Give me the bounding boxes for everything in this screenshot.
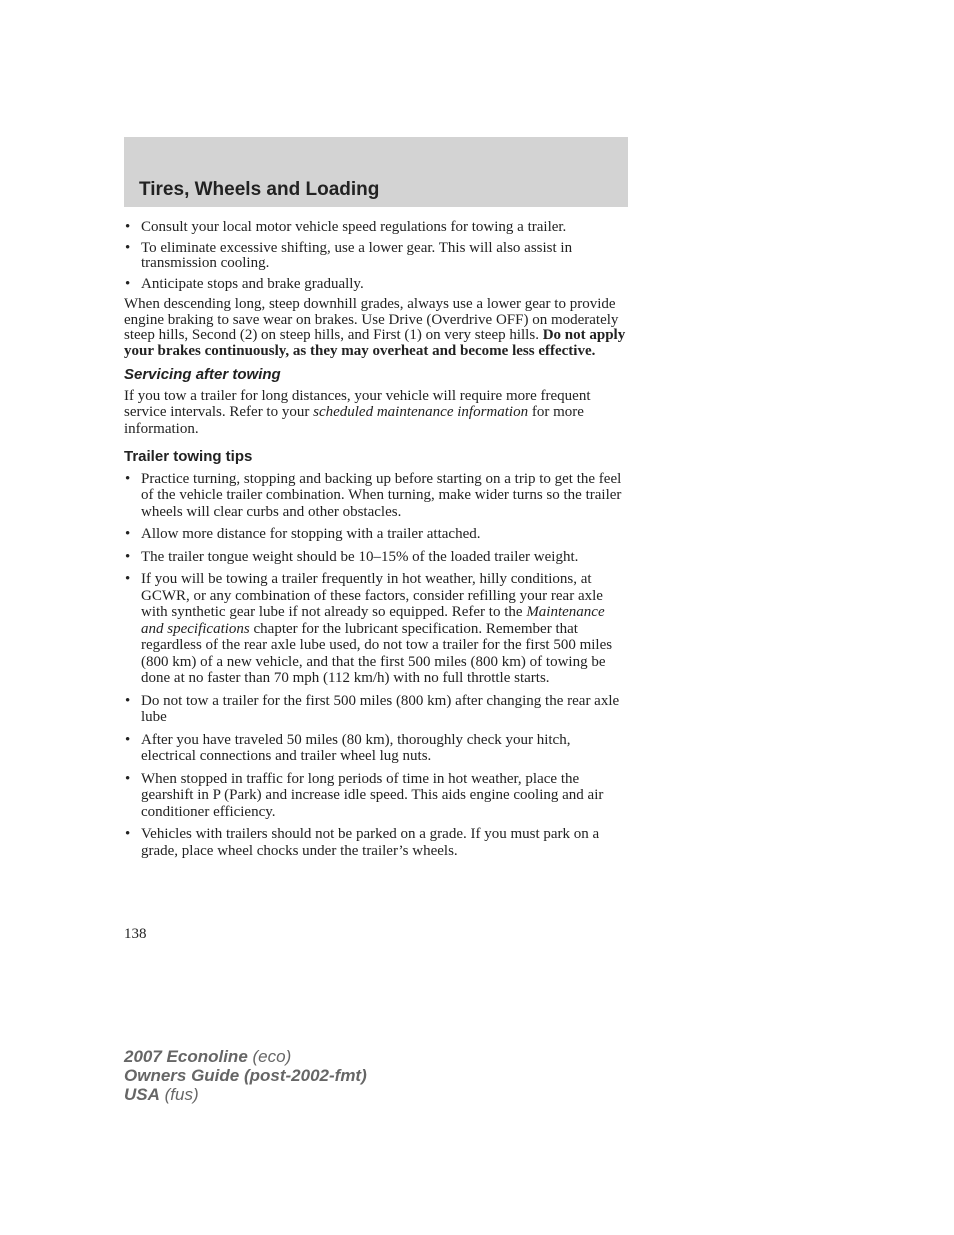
bullet-icon: • [125, 770, 131, 787]
bullet-icon: • [125, 470, 131, 487]
tips-heading: Trailer towing tips [124, 448, 253, 465]
warning-text: Do not apply your brakes continuously, as they may overheat and become less effective. [124, 327, 626, 359]
list-item: • Allow more distance for stopping with a trailer attached. [125, 526, 481, 542]
maintenance-chapter-reference: Maintenance and specifications [141, 604, 605, 637]
bullet-icon: • [125, 826, 131, 842]
descending-paragraph: When descending long, steep downhill grades, always use a lower gear to provide engine braking to save wear on brakes. Use Drive (Overdrive OFF) on moderately steep hills, Second (2) on steep hills, and First (1) on very steep hills. Do not apply your brakes continuously, as they may overheat and become less effective. [124, 296, 626, 359]
bullet-icon: • [125, 548, 131, 565]
list-item: • Practice turning, stopping and backing up before starting on a trip to get the feel of the vehicle trailer combination. When turning, make wider turns so the trailer wheels will clear curbs and other obstacles. [125, 470, 622, 520]
list-item: • Vehicles with trailers should not be parked on a grade. If you must park on a grade, place wheel chocks under the trailer’s wheels. [125, 826, 600, 859]
page-content [124, 220, 628, 865]
section-title: Tires, Wheels and Loading [139, 179, 380, 200]
bullet-icon: • [125, 731, 131, 748]
bullet-icon: • [125, 526, 131, 542]
list-item: • Do not tow a trailer for the first 500 miles (800 km) after changing the rear axle lube [125, 692, 620, 725]
page-number: 138 [124, 926, 147, 942]
bullet-icon: • [125, 239, 131, 256]
bullet-icon: • [125, 219, 131, 235]
list-item: • The trailer tongue weight should be 10–15% of the loaded trailer weight. [125, 548, 579, 565]
list-item: • After you have traveled 50 miles (80 km), thoroughly check your hitch, electrical connections and trailer wheel lug nuts. [125, 731, 571, 764]
list-item: • Consult your local motor vehicle speed regulations for towing a trailer. [125, 219, 567, 235]
maintenance-reference: scheduled maintenance information [313, 404, 529, 420]
section-header-band [124, 137, 628, 207]
servicing-paragraph: If you tow a trailer for long distances, your vehicle will require more frequent service intervals. Refer to your scheduled maintenance information for more information. [124, 387, 591, 437]
tips-bullet-list [124, 471, 628, 860]
bullet-icon: • [125, 692, 131, 709]
list-item: • To eliminate excessive shifting, use a lower gear. This will also assist in transmission cooling. [125, 239, 573, 271]
document-footer: 2007 Econoline (eco) Owners Guide (post-2002-fmt) USA (fus) [124, 1047, 367, 1104]
list-item: • Anticipate stops and brake gradually. [125, 275, 364, 292]
bullet-icon: • [125, 275, 131, 292]
servicing-heading: Servicing after towing [124, 366, 281, 383]
list-item: • When stopped in traffic for long periods of time in hot weather, place the gearshift in P (Park) and increase idle speed. This aids engine cooling and air conditioner efficiency. [125, 770, 604, 820]
bullet-icon: • [125, 571, 131, 587]
intro-bullet-list [124, 220, 628, 292]
list-item: • If you will be towing a trailer frequently in hot weather, hilly conditions, at GCWR, or any combination of these factors, consider refilling your rear axle with synthetic gear lube if not already so equipped. Refer to the Maintenance and specifications chapter for the lubricant specification. Remember that regardless of the rear axle lube used, do not tow a trailer for the first 500 miles (800 km) of a new vehicle, and that the first 500 miles (800 km) of towing be done at no faster than 70 mph (112 km/h) with no full throttle starts. [125, 571, 613, 686]
